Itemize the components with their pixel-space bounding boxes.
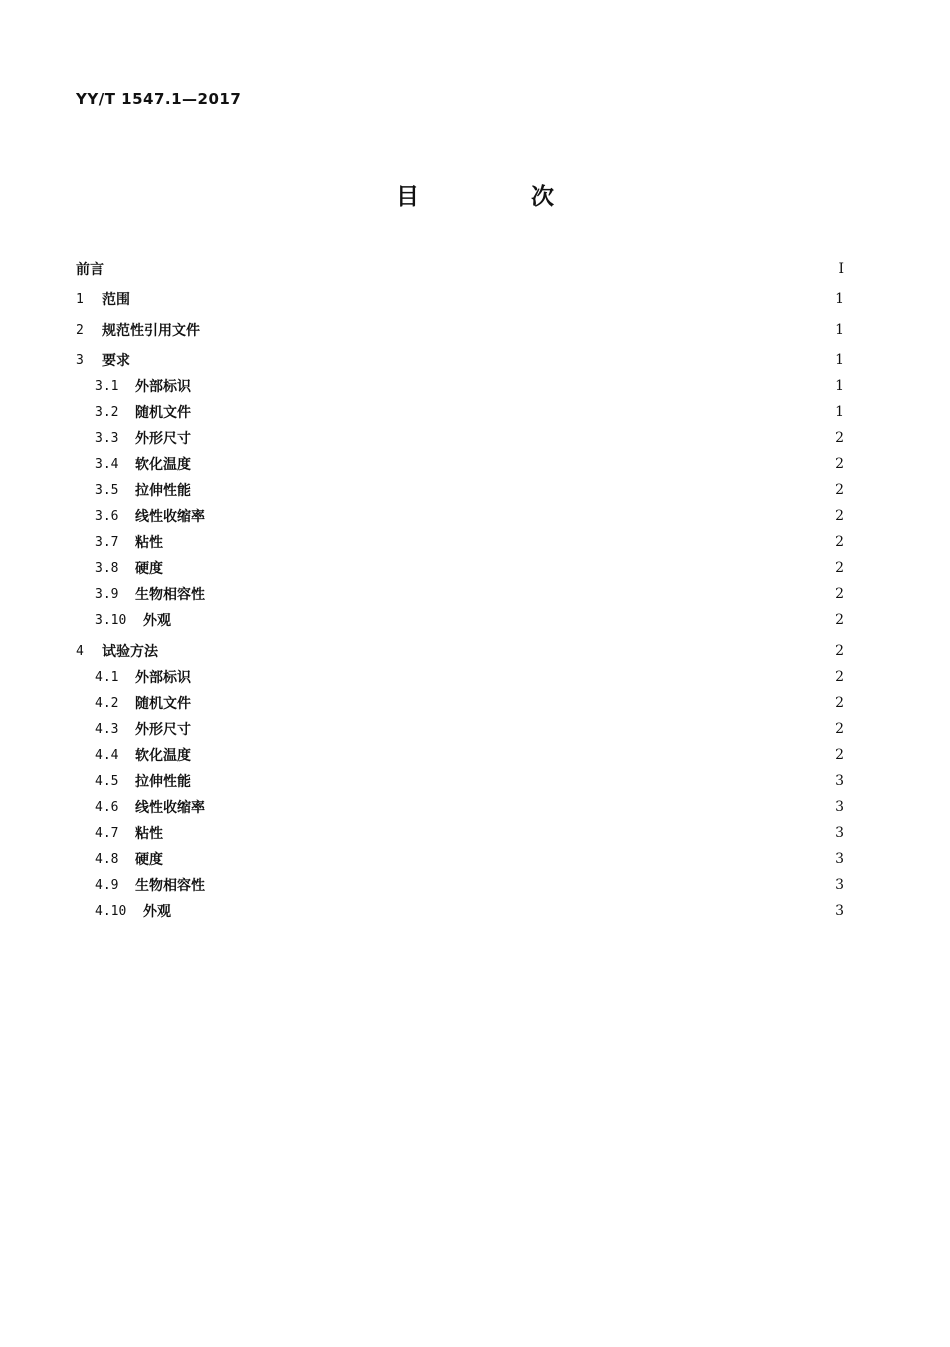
toc-entry-page-number: 2 (835, 643, 844, 659)
toc-entry[interactable] (95, 822, 844, 844)
toc-entry[interactable] (76, 640, 844, 662)
toc-entry-number: 4.8 (95, 851, 119, 867)
toc-entry[interactable] (95, 427, 844, 449)
toc-entry-page-number: 1 (835, 291, 844, 307)
toc-entry[interactable] (95, 692, 844, 714)
toc-entry[interactable] (95, 609, 844, 631)
toc-entry-label: 随机文件 (135, 696, 191, 712)
dot-leader (197, 744, 827, 766)
toc-entry-number: 3.3 (95, 430, 119, 446)
toc-entry-number: 3 (76, 352, 84, 368)
toc-entry-label: 外形尺寸 (135, 431, 191, 447)
toc-entry-page-number: 3 (835, 825, 844, 841)
toc-entry-number: 3.8 (95, 560, 119, 576)
toc-entry-page-number: 2 (835, 534, 844, 550)
toc-entry-page-number: 2 (835, 482, 844, 498)
toc-entry-number: 4.1 (95, 669, 119, 685)
toc-entry-page-number: 3 (835, 799, 844, 815)
toc-entry-label: 外观 (143, 904, 171, 920)
dot-leader (169, 822, 827, 844)
toc-entry-label: 范围 (102, 292, 130, 308)
dot-leader (211, 583, 827, 605)
dot-leader (110, 258, 828, 280)
toc-entry-number: 4.5 (95, 773, 119, 789)
page-title: 目 次 (395, 184, 606, 210)
toc-entry-label: 软化温度 (135, 457, 191, 473)
toc-entry-label: 生物相容性 (135, 878, 205, 894)
toc-entry-number: 3.2 (95, 404, 119, 420)
toc-entry-label: 硬度 (135, 561, 163, 577)
toc-entry-label: 拉伸性能 (135, 483, 191, 499)
toc-entry-number: 4.6 (95, 799, 119, 815)
toc-entry-number: 1 (76, 291, 84, 307)
toc-entry-page-number: 1 (835, 352, 844, 368)
dot-leader (197, 666, 827, 688)
dot-leader (197, 401, 827, 423)
dot-leader (169, 531, 827, 553)
toc-entry[interactable] (76, 288, 844, 310)
toc-entry-label: 拉伸性能 (135, 774, 191, 790)
toc-entry[interactable] (95, 453, 844, 475)
toc-entry-page-number: 3 (835, 903, 844, 919)
toc-entry-number: 3.5 (95, 482, 119, 498)
toc-entry[interactable] (95, 557, 844, 579)
toc-entry-label: 粘性 (135, 826, 163, 842)
toc-entry-number: 4.3 (95, 721, 119, 737)
toc-entry-page-number: 2 (835, 669, 844, 685)
toc-entry-page-number: 3 (835, 851, 844, 867)
toc-entry[interactable] (95, 796, 844, 818)
dot-leader (169, 557, 827, 579)
toc-entry-page-number: 3 (835, 773, 844, 789)
toc-entry-label: 线性收缩率 (135, 800, 205, 816)
toc-entry-number: 4.7 (95, 825, 119, 841)
toc-entry-number: 4.10 (95, 903, 127, 919)
toc-entry-page-number: 2 (835, 695, 844, 711)
toc-entry-page-number: 2 (835, 586, 844, 602)
toc-entry-number: 4 (76, 643, 84, 659)
toc-entry-label: 要求 (102, 353, 130, 369)
toc-entry-label: 外部标识 (135, 379, 191, 395)
toc-entry[interactable] (95, 401, 844, 423)
toc-entry[interactable] (76, 258, 844, 280)
toc-entry-page-number: 2 (835, 560, 844, 576)
toc-entry-page-number: 2 (835, 612, 844, 628)
toc-entry-label: 硬度 (135, 852, 163, 868)
toc-entry-number: 4.9 (95, 877, 119, 893)
toc-entry-label: 粘性 (135, 535, 163, 551)
dot-leader (177, 609, 827, 631)
toc-entry[interactable] (95, 531, 844, 553)
toc-entry-page-number: 3 (835, 877, 844, 893)
toc-entry-label: 随机文件 (135, 405, 191, 421)
toc-entry[interactable] (95, 874, 844, 896)
toc-entry-number: 4.4 (95, 747, 119, 763)
toc-entry-page-number: 1 (835, 378, 844, 394)
dot-leader (197, 427, 827, 449)
toc-entry-number: 2 (76, 322, 84, 338)
toc-entry[interactable] (95, 718, 844, 740)
toc-entry[interactable] (95, 770, 844, 792)
toc-entry-label: 生物相容性 (135, 587, 205, 603)
toc-entry-label: 外部标识 (135, 670, 191, 686)
toc-entry-label: 软化温度 (135, 748, 191, 764)
toc-entry[interactable] (95, 848, 844, 870)
toc-entry-page-number: 2 (835, 456, 844, 472)
dot-leader (197, 770, 827, 792)
toc-entry-page-number: 1 (835, 322, 844, 338)
toc-entry-label: 试验方法 (102, 644, 158, 660)
toc-entry-page-number: 2 (835, 508, 844, 524)
toc-entry-page-number: 2 (835, 430, 844, 446)
dot-leader (136, 349, 827, 371)
toc-entry[interactable] (95, 744, 844, 766)
toc-entry[interactable] (76, 349, 844, 371)
standard-code: YY/T 1547.1—2017 (76, 90, 242, 108)
toc-entry-page-number: 2 (835, 721, 844, 737)
dot-leader (197, 692, 827, 714)
toc-entry-number: 3.6 (95, 508, 119, 524)
toc-entry-number: 4.2 (95, 695, 119, 711)
toc-entry[interactable] (95, 505, 844, 527)
dot-leader (197, 375, 827, 397)
toc-entry-label: 前言 (76, 262, 104, 278)
toc-entry-page-number: 2 (835, 747, 844, 763)
toc-entry[interactable] (95, 479, 844, 501)
dot-leader (211, 796, 827, 818)
dot-leader (177, 900, 827, 922)
dot-leader (169, 848, 827, 870)
toc-entry-label: 规范性引用文件 (102, 323, 200, 339)
toc-entry-number: 3.4 (95, 456, 119, 472)
toc-entry[interactable] (95, 900, 844, 922)
toc-entry-number: 3.9 (95, 586, 119, 602)
dot-leader (197, 718, 827, 740)
toc-entry[interactable] (95, 666, 844, 688)
toc-entry[interactable] (76, 319, 844, 341)
toc-entry-number: 3.7 (95, 534, 119, 550)
toc-entry-label: 外观 (143, 613, 171, 629)
dot-leader (211, 874, 827, 896)
dot-leader (211, 505, 827, 527)
toc-entry[interactable] (95, 375, 844, 397)
dot-leader (164, 640, 827, 662)
dot-leader (136, 288, 827, 310)
dot-leader (197, 453, 827, 475)
toc-entry-number: 3.10 (95, 612, 127, 628)
toc-entry-label: 外形尺寸 (135, 722, 191, 738)
dot-leader (206, 319, 827, 341)
toc-entry-page-number: I (838, 261, 844, 277)
toc-entry-label: 线性收缩率 (135, 509, 205, 525)
toc-entry[interactable] (95, 583, 844, 605)
toc-entry-number: 3.1 (95, 378, 119, 394)
dot-leader (197, 479, 827, 501)
toc-entry-page-number: 1 (835, 404, 844, 420)
